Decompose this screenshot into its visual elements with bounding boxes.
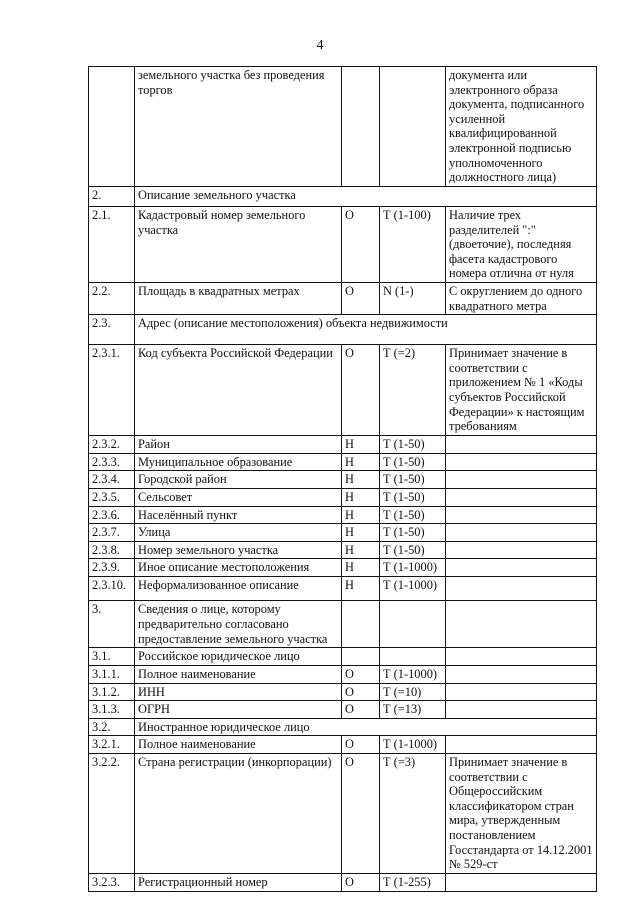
row-number: 3.1. [89, 648, 135, 666]
table-row [89, 471, 597, 489]
field-name: Полное наименование [135, 665, 342, 683]
field-note [446, 559, 597, 577]
field-note [446, 665, 597, 683]
field-format: Т (1-50) [380, 471, 446, 489]
field-required: Н [342, 506, 380, 524]
row-number: 2.3.4. [89, 471, 135, 489]
table-row [89, 601, 597, 648]
row-number [89, 67, 135, 187]
field-name: Площадь в квадратных метрах [135, 282, 342, 314]
field-note [446, 488, 597, 506]
field-required: О [342, 282, 380, 314]
field-format: Т (1-1000) [380, 577, 446, 601]
table-row [89, 488, 597, 506]
field-required: О [342, 207, 380, 283]
field-name: Муниципальное образование [135, 453, 342, 471]
field-format: Т (=13) [380, 701, 446, 719]
field-required: О [342, 754, 380, 874]
row-number: 3.2.1. [89, 736, 135, 754]
field-note: Наличие трех разделителей ":" (двоеточие), последняя фасета кадастрового номера отлична от нуля [446, 207, 597, 283]
field-name: Сельсовет [135, 488, 342, 506]
field-format: Т (1-50) [380, 436, 446, 454]
table-row [89, 665, 597, 683]
field-note [446, 601, 597, 648]
table-row [89, 736, 597, 754]
field-format: Т (1-100) [380, 207, 446, 283]
field-note [446, 874, 597, 892]
field-format: Т (1-50) [380, 488, 446, 506]
field-format: Т (1-50) [380, 541, 446, 559]
table-row [89, 577, 597, 601]
table-row [89, 207, 597, 283]
row-number: 3.1.1. [89, 665, 135, 683]
field-name: Неформализованное описание [135, 577, 342, 601]
field-name: ОГРН [135, 701, 342, 719]
table-row [89, 541, 597, 559]
field-required: Н [342, 471, 380, 489]
row-number: 3.2.3. [89, 874, 135, 892]
field-name: Номер земельного участка [135, 541, 342, 559]
field-note [446, 648, 597, 666]
field-name: Городской район [135, 471, 342, 489]
row-number: 3. [89, 601, 135, 648]
field-required: О [342, 874, 380, 892]
field-name: Регистрационный номер [135, 874, 342, 892]
field-required: Н [342, 453, 380, 471]
row-number: 2.3.6. [89, 506, 135, 524]
field-required: О [342, 736, 380, 754]
table-row [89, 67, 597, 187]
row-number: 2.3.10. [89, 577, 135, 601]
field-note [446, 701, 597, 719]
section-title: Адрес (описание местоположения) объекта недвижимости [135, 315, 597, 345]
field-required: О [342, 683, 380, 701]
table-row [89, 683, 597, 701]
field-format: Т (1-50) [380, 524, 446, 542]
field-required: Н [342, 488, 380, 506]
requirements-table [88, 66, 597, 892]
field-required [342, 648, 380, 666]
table-row [89, 345, 597, 436]
field-note [446, 683, 597, 701]
table-row [89, 506, 597, 524]
field-format: Т (1-50) [380, 506, 446, 524]
row-number: 3.1.2. [89, 683, 135, 701]
page-number: 4 [316, 38, 324, 53]
table-row [89, 874, 597, 892]
field-required: О [342, 345, 380, 436]
section-title: Описание земельного участка [135, 187, 597, 207]
table-row [89, 559, 597, 577]
table-row [89, 453, 597, 471]
field-name: Код субъекта Российской Федерации [135, 345, 342, 436]
field-name: Населённый пункт [135, 506, 342, 524]
field-format: Т (1-255) [380, 874, 446, 892]
field-format: Т (1-1000) [380, 665, 446, 683]
field-format [380, 601, 446, 648]
table-row [89, 187, 597, 207]
field-required: Н [342, 436, 380, 454]
row-number: 2.3.5. [89, 488, 135, 506]
field-note [446, 524, 597, 542]
table-row [89, 754, 597, 874]
field-note [446, 736, 597, 754]
field-format: N (1-) [380, 282, 446, 314]
field-format: Т (=3) [380, 754, 446, 874]
field-required: О [342, 701, 380, 719]
field-note [446, 577, 597, 601]
field-name: Район [135, 436, 342, 454]
row-number: 2. [89, 187, 135, 207]
field-format: Т (=2) [380, 345, 446, 436]
field-required: Н [342, 541, 380, 559]
field-name: Полное наименование [135, 736, 342, 754]
table-row [89, 718, 597, 736]
field-format [380, 648, 446, 666]
row-number: 2.3.2. [89, 436, 135, 454]
row-number: 2.3.1. [89, 345, 135, 436]
row-number: 3.2.2. [89, 754, 135, 874]
field-name: земельного участка без проведения торгов [135, 67, 342, 187]
field-name: Страна регистрации (инкорпорации) [135, 754, 342, 874]
row-number: 2.2. [89, 282, 135, 314]
field-required: Н [342, 524, 380, 542]
row-number: 3.2. [89, 718, 135, 736]
field-note: Принимает значение в соответствии с приложением № 1 «Коды субъектов Российской Федерации» к настоящим требованиям [446, 345, 597, 436]
field-note [446, 541, 597, 559]
row-number: 2.3. [89, 315, 135, 345]
field-note: Принимает значение в соответствии с Общероссийским классификатором стран мира, утвержденным постановлением Госстандарта от 14.12.2001 № 529-ст [446, 754, 597, 874]
field-format: Т (1-1000) [380, 559, 446, 577]
field-format [380, 67, 446, 187]
field-required: Н [342, 577, 380, 601]
row-number: 3.1.3. [89, 701, 135, 719]
field-format: Т (=10) [380, 683, 446, 701]
section-title: Иностранное юридическое лицо [135, 718, 597, 736]
field-name: Российское юридическое лицо [135, 648, 342, 666]
field-note [446, 471, 597, 489]
field-name: Сведения о лице, которому предварительно согласовано предоставление земельного участка [135, 601, 342, 648]
field-required [342, 601, 380, 648]
table-row [89, 524, 597, 542]
field-note: документа или электронного образа документа, подписанного усиленной квалифицированной электронной подписью уполномоченного должностного лица) [446, 67, 597, 187]
field-name: ИНН [135, 683, 342, 701]
field-required [342, 67, 380, 187]
row-number: 2.1. [89, 207, 135, 283]
table-row [89, 701, 597, 719]
field-format: Т (1-1000) [380, 736, 446, 754]
field-note [446, 506, 597, 524]
field-name: Кадастровый номер земельного участка [135, 207, 342, 283]
table-row [89, 315, 597, 345]
field-name: Иное описание местоположения [135, 559, 342, 577]
field-required: Н [342, 559, 380, 577]
row-number: 2.3.3. [89, 453, 135, 471]
row-number: 2.3.7. [89, 524, 135, 542]
field-note [446, 436, 597, 454]
table-row [89, 648, 597, 666]
field-name: Улица [135, 524, 342, 542]
row-number: 2.3.9. [89, 559, 135, 577]
field-note: С округлением до одного квадратного метра [446, 282, 597, 314]
table-row [89, 436, 597, 454]
row-number: 2.3.8. [89, 541, 135, 559]
field-required: О [342, 665, 380, 683]
field-format: Т (1-50) [380, 453, 446, 471]
field-note [446, 453, 597, 471]
table-row [89, 282, 597, 314]
